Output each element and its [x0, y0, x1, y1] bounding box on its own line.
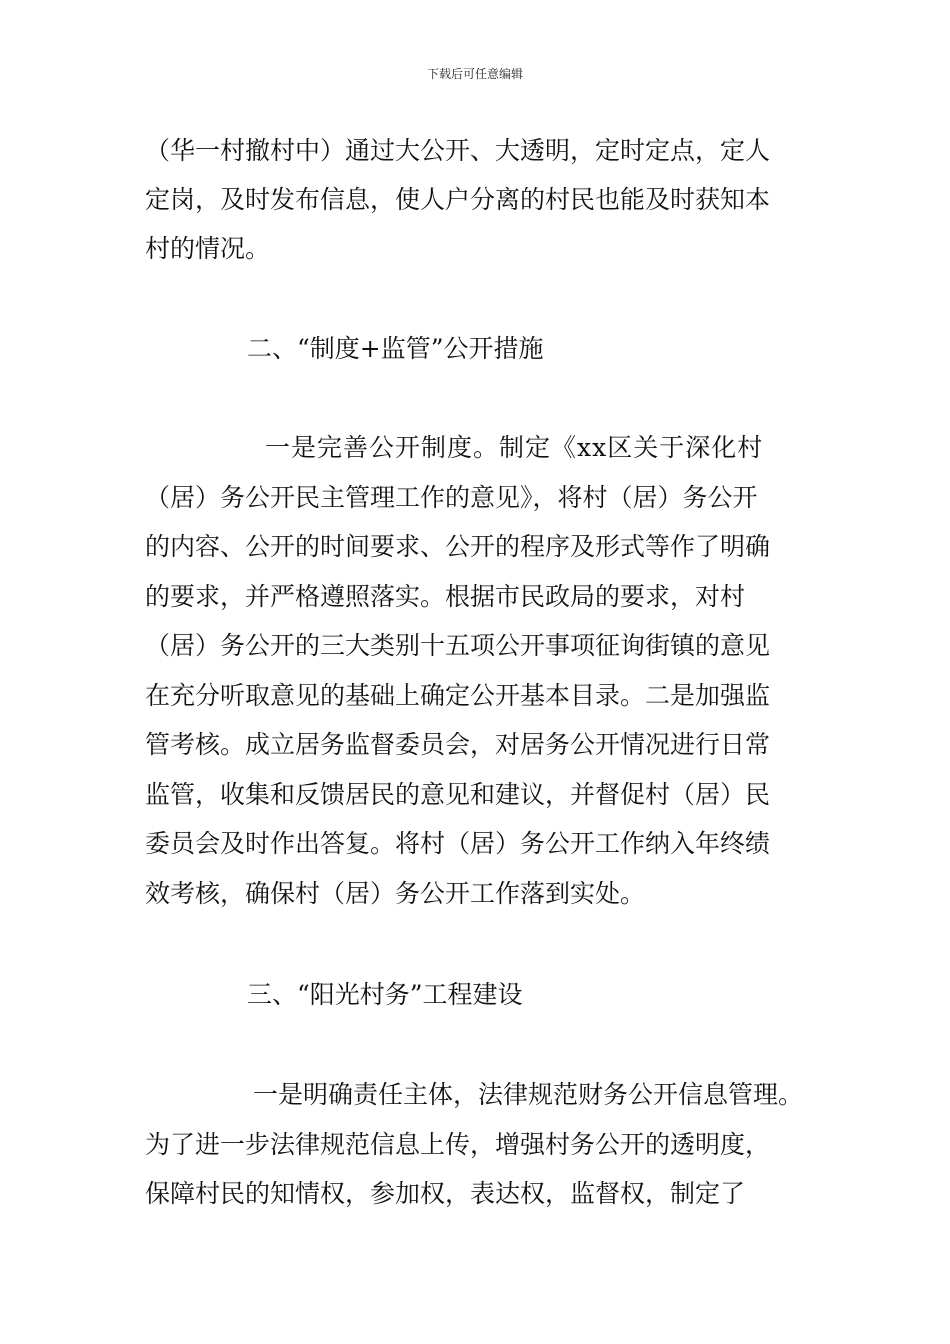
paragraph-line: 在充分听取意见的基础上确定公开基本目录。二是加强监: [145, 681, 771, 710]
paragraph-line: 定岗，及时发布信息，使人户分离的村民也能及时获知本: [145, 185, 771, 214]
section-heading-two: 二、“制度+监管”公开措施: [247, 334, 544, 363]
paragraph-line: 效考核，确保村（居）务公开工作落到实处。: [145, 879, 646, 908]
section-heading-three: 三、“阳光村务”工程建设: [247, 980, 523, 1009]
paragraph-line: 一是完善公开制度。制定《xx区关于深化村: [265, 433, 764, 462]
paragraph-line: 监管，收集和反馈居民的意见和建议，并督促村（居）民: [145, 780, 771, 809]
paragraph-line: 管考核。成立居务监督委员会，对居务公开情况进行日常: [145, 730, 771, 759]
paragraph-line: 的要求，并严格遵照落实。根据市民政局的要求，对村: [145, 582, 746, 611]
paragraph-line: 村的情况。: [145, 234, 271, 263]
header-note: 下载后可任意编辑: [426, 67, 523, 81]
paragraph-line: 委员会及时作出答复。将村（居）务公开工作纳入年终绩: [145, 829, 771, 858]
paragraph-line: 的内容、公开的时间要求、公开的程序及形式等作了明确: [145, 532, 771, 561]
paragraph-line: （居）务公开的三大类别十五项公开事项征询街镇的意见: [145, 631, 771, 660]
paragraph-line: （华一村撤村中）通过大公开、大透明，定时定点，定人: [145, 136, 771, 165]
paragraph-line: （居）务公开民主管理工作的意见》，将村（居）务公开: [145, 483, 758, 512]
paragraph-line: 为了进一步法律规范信息上传，增强村务公开的透明度，: [145, 1130, 771, 1159]
paragraph-line: 一是明确责任主体，法律规范财务公开信息管理。: [253, 1080, 804, 1109]
paragraph-line: 保障村民的知情权，参加权，表达权，监督权，制定了: [145, 1179, 746, 1208]
